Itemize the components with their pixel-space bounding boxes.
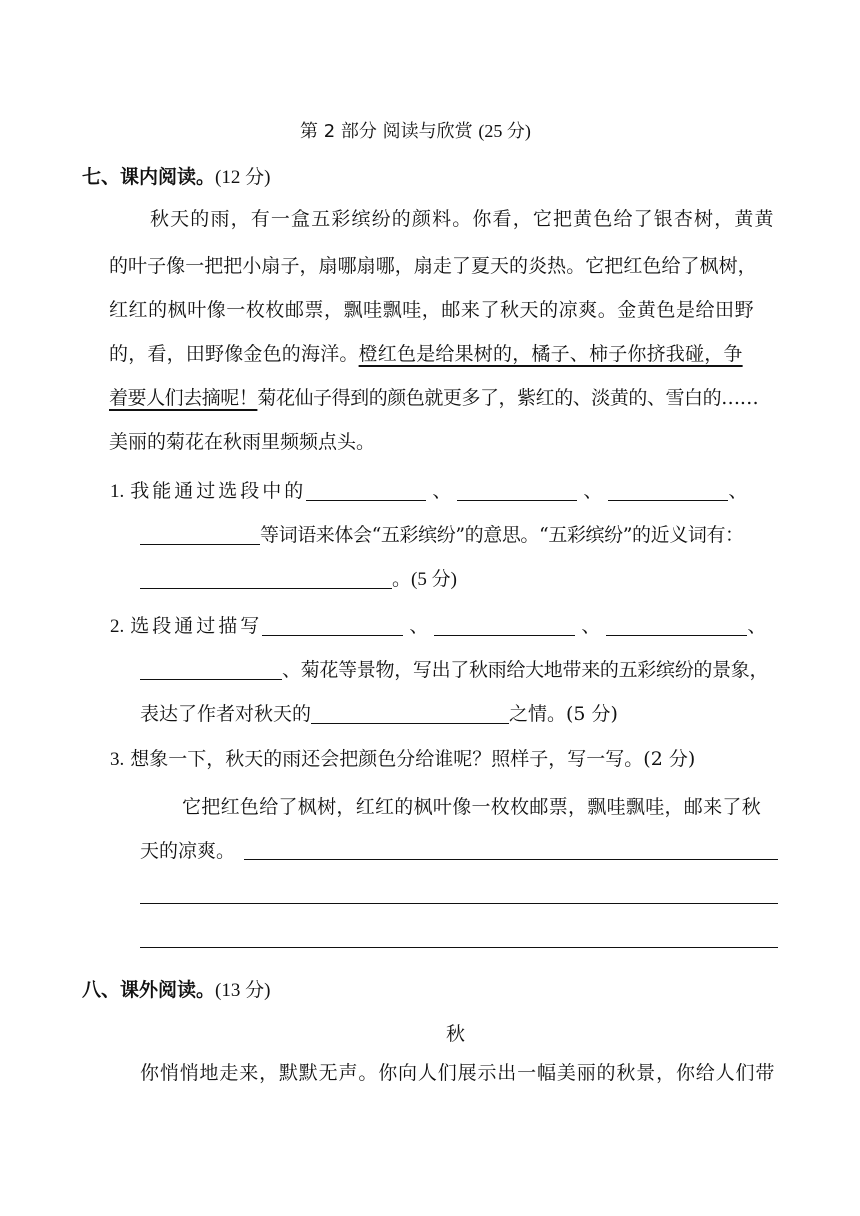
q2-line-2 xyxy=(140,661,768,680)
passage-line-1: 秋天的雨，有一盒五彩缤纷的颜料。你看，它把黄色给了银杏树，黄黄 xyxy=(150,208,775,230)
q1-blank-1[interactable] xyxy=(306,482,426,501)
passage2-title: 秋 xyxy=(446,1023,466,1045)
q3-example-line-2-text: 天的凉爽。 xyxy=(140,840,236,862)
q3-number: 3. xyxy=(110,749,125,770)
passage-underlined-sentence-a: 橙红色是给果树的，橘子、柿子你挤我碰，争 xyxy=(358,343,743,365)
q2-sep-1: 、 xyxy=(409,615,429,637)
passage-line-4 xyxy=(109,345,743,364)
q1-synonym-blank[interactable] xyxy=(140,570,392,589)
part-title-text: 第 2 部分 阅读与欣赏 xyxy=(300,121,473,142)
passage-line-4-text: 的，看，田野像金色的海洋。 xyxy=(109,343,359,365)
q2-part-c: 表达了作者对秋天的 xyxy=(140,703,312,725)
passage-line-6: 美丽的菊花在秋雨里频频点头。 xyxy=(109,431,376,453)
passage-line-5-rest: 菊花仙子得到的颜色就更多了，紫红的、淡黄的、雪白的…… xyxy=(257,387,759,409)
q2-feeling-blank[interactable] xyxy=(311,705,509,724)
q1-line-3 xyxy=(140,570,457,589)
q2-blank-1[interactable] xyxy=(262,617,403,636)
passage-line-3: 红红的枫叶像一枚枚邮票，飘哇飘哇，邮来了秋天的凉爽。金黄色是给田野 xyxy=(109,299,755,321)
q3-answer-line-1[interactable] xyxy=(244,859,778,860)
q2-sep-2: 、 xyxy=(581,615,601,637)
passage-underlined-sentence-b: 着要人们去摘呢！ xyxy=(109,387,258,409)
q2-line-1 xyxy=(110,617,766,636)
part-title-points: (25 分) xyxy=(478,121,531,141)
q1-blank-4[interactable] xyxy=(140,526,260,545)
part-title xyxy=(300,117,531,143)
passage-line-2: 的叶子像一把把小扇子，扇哪扇哪，扇走了夏天的炎热。它把红色给了枫树， xyxy=(109,255,757,277)
q1-part-b: 等词语来体会“五彩缤纷”的意思。“五彩缤纷”的近义词有： xyxy=(260,524,744,546)
q3-line-1 xyxy=(110,750,695,769)
q1-line-2 xyxy=(140,526,744,545)
passage-line-5 xyxy=(109,389,758,408)
q2-sep-3: 、 xyxy=(747,615,767,637)
q2-number: 2. xyxy=(110,616,125,637)
q3-answer-line-3[interactable] xyxy=(140,947,778,948)
q2-blank-3[interactable] xyxy=(606,617,747,636)
q1-sep-3: 、 xyxy=(728,480,748,502)
q1-part-c: 。(5 分) xyxy=(392,569,457,590)
q3-example-line-1: 它把红色给了枫树，红红的枫叶像一枚枚邮票，飘哇飘哇，邮来了秋 xyxy=(182,796,762,818)
q1-sep-2: 、 xyxy=(583,480,603,502)
q2-blank-2[interactable] xyxy=(434,617,575,636)
section7-points: (12 分) xyxy=(215,167,271,188)
q1-line-1 xyxy=(110,482,747,501)
q3-example-line-2 xyxy=(140,842,235,861)
q2-line-3 xyxy=(140,705,618,724)
q2-part-b: 、菊花等景物，写出了秋雨给大地带来的五彩缤纷的景象， xyxy=(282,659,769,681)
q2-blank-4[interactable] xyxy=(140,661,282,680)
q1-blank-2[interactable] xyxy=(457,482,577,501)
section8-label: 八、课外阅读。 xyxy=(82,979,216,1001)
q3-prompt: 想象一下，秋天的雨还会把颜色分给谁呢？照样子，写一写。(2 分) xyxy=(130,748,696,770)
q2-part-a: 选段通过描写 xyxy=(130,615,263,637)
section7-heading xyxy=(82,162,270,189)
passage2-line-1: 你悄悄地走来，默默无声。你向人们展示出一幅美丽的秋景，你给人们带 xyxy=(140,1062,776,1084)
q1-part-a: 我能通过选段中的 xyxy=(130,480,307,502)
q1-sep-1: 、 xyxy=(432,480,452,502)
section8-heading xyxy=(82,975,270,1002)
q3-answer-line-2[interactable] xyxy=(140,903,778,904)
section8-points: (13 分) xyxy=(215,980,271,1001)
q1-number: 1. xyxy=(110,481,125,502)
q2-part-d: 之情。(5 分) xyxy=(509,703,618,725)
q1-blank-3[interactable] xyxy=(608,482,728,501)
section7-label: 七、课内阅读。 xyxy=(82,166,216,188)
